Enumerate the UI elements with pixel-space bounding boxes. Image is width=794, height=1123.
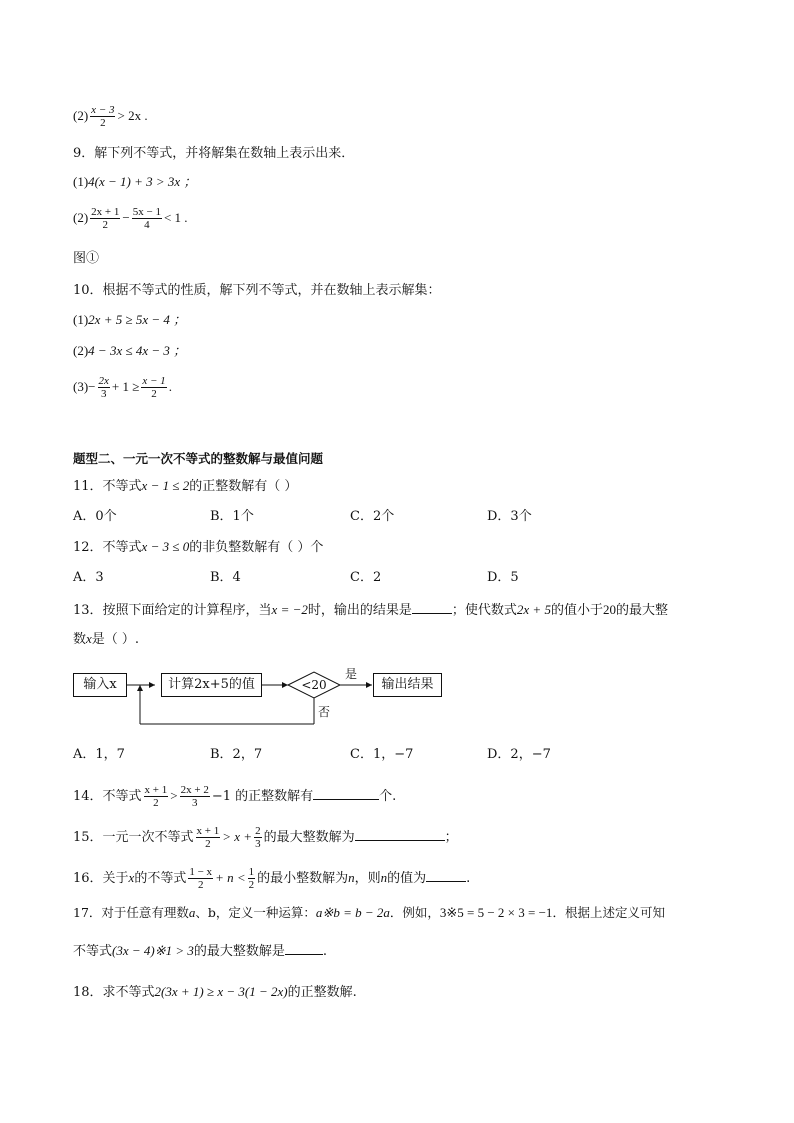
answer-blank[interactable] bbox=[412, 600, 452, 614]
q11-stem: 11．不等式x − 1 ≤ 2的正整数解有（ ） bbox=[73, 478, 298, 494]
flowchart bbox=[70, 662, 450, 732]
fraction: $\frac{2x + 1}{2}$ bbox=[91, 206, 120, 231]
section-heading: 题型二、一元一次不等式的整数解与最值问题 bbox=[73, 451, 324, 466]
flow-no-label: 否 bbox=[318, 705, 331, 719]
fraction: $\frac{1 - x}{2}$ bbox=[189, 866, 213, 891]
fraction: $\frac{2}{3}$ bbox=[255, 825, 261, 850]
fraction: $\frac{2x + 2}{3}$ bbox=[180, 784, 209, 809]
option-c[interactable]: C．1，−7 bbox=[350, 747, 414, 762]
q13-stem-line2: 数x是（ ）. bbox=[73, 631, 140, 647]
q13-options bbox=[73, 746, 673, 764]
q10-part2: (2)4 − 3x ≤ 4x − 3 ； bbox=[73, 343, 187, 358]
option-d[interactable]: D．2，−7 bbox=[487, 747, 551, 762]
option-a[interactable]: A．0个 bbox=[73, 509, 117, 524]
fraction: $\frac{x + 1}{2}$ bbox=[196, 825, 220, 850]
fraction: $\frac{5x - 1}{4}$ bbox=[132, 206, 161, 231]
q18: 18．求不等式2(3x + 1) ≥ x − 3(1 − 2x)的正整数解. bbox=[73, 984, 357, 1000]
answer-blank[interactable] bbox=[285, 941, 323, 955]
q10-stem: 10．根据不等式的性质，解下列不等式，并在数轴上表示解集： bbox=[73, 283, 441, 298]
q13-stem-line1: 13．按照下面给定的计算程序，当x = −2时，输出的结果是 ；使代数式2x + 5的值小于20的最大整 bbox=[73, 602, 668, 618]
option-c[interactable]: C．2个 bbox=[350, 509, 395, 524]
option-a[interactable]: A．1，7 bbox=[73, 747, 125, 762]
flow-compute-box: 计算2x+5的值 bbox=[161, 673, 262, 697]
flow-yes-label: 是 bbox=[345, 667, 358, 681]
fraction: $\frac{x - 3}{2}$ bbox=[91, 104, 115, 129]
q10-part3: (3)− $\frac{2x}{3}$ + 1 ≥ $\frac{x - 1}{2}$ . bbox=[73, 375, 172, 400]
q11-options bbox=[73, 508, 673, 526]
option-b[interactable]: B．2，7 bbox=[210, 747, 263, 762]
q8-part2: (2) $\frac{x - 3}{2}$ > 2x . bbox=[73, 104, 148, 129]
option-b[interactable]: B．4 bbox=[210, 570, 241, 585]
q10-part1: (1)2x + 5 ≥ 5x − 4 ； bbox=[73, 312, 187, 327]
fraction: $\frac{1}{2}$ bbox=[248, 866, 255, 891]
flow-condition: <20 bbox=[301, 678, 327, 692]
fraction: $\frac{x - 1}{2}$ bbox=[142, 375, 166, 400]
option-a[interactable]: A．3 bbox=[73, 570, 104, 585]
option-d[interactable]: D．3个 bbox=[487, 509, 532, 524]
option-d[interactable]: D．5 bbox=[487, 570, 519, 585]
fraction: $\frac{2x}{3}$ bbox=[98, 375, 109, 400]
answer-blank[interactable] bbox=[355, 827, 445, 841]
q9-part1: (1)4(x − 1) + 3 > 3x ； bbox=[73, 174, 197, 189]
q9-part2: (2) $\frac{2x + 1}{2}$ − $\frac{5x - 1}{4}$ < 1 . bbox=[73, 206, 188, 231]
option-c[interactable]: C．2 bbox=[350, 570, 382, 585]
option-b[interactable]: B．1个 bbox=[210, 509, 254, 524]
q17-line2: 不等式(3x − 4)※1 > 3的最大整数解是 . bbox=[73, 943, 328, 959]
q9-figure-label: 图① bbox=[73, 251, 100, 266]
flow-output-box: 输出结果 bbox=[373, 673, 442, 697]
flow-input-box: 输入x bbox=[73, 673, 127, 697]
q16: 16．关于x的不等式 $\frac{1 - x}{2}$ + n < $\frac{1}{2}$ 的最小整数解为n，则n的值为 . bbox=[73, 866, 471, 891]
q12-options bbox=[73, 569, 673, 587]
fraction: $\frac{x + 1}{2}$ bbox=[144, 784, 168, 809]
answer-blank[interactable] bbox=[313, 786, 379, 800]
q9-stem: 9．解下列不等式，并将解集在数轴上表示出来． bbox=[73, 146, 355, 161]
q17-line1: 17．对于任意有理数a、b，定义一种运算：a※b = b − 2a．例如，3※5 = 5 − 2 × 3 = −1．根据上述定义可知 bbox=[73, 905, 665, 920]
q12-stem: 12．不等式x − 3 ≤ 0的非负整数解有（ ）个 bbox=[73, 539, 324, 555]
q14: 14．不等式 $\frac{x + 1}{2}$ > $\frac{2x + 2}{3}$ −1 的正整数解有 个. bbox=[73, 784, 397, 809]
answer-blank[interactable] bbox=[426, 868, 466, 882]
q15: 15．一元一次不等式 $\frac{x + 1}{2}$ > x + $\frac{2}{3}$ 的最大整数解为 ； bbox=[73, 825, 458, 850]
